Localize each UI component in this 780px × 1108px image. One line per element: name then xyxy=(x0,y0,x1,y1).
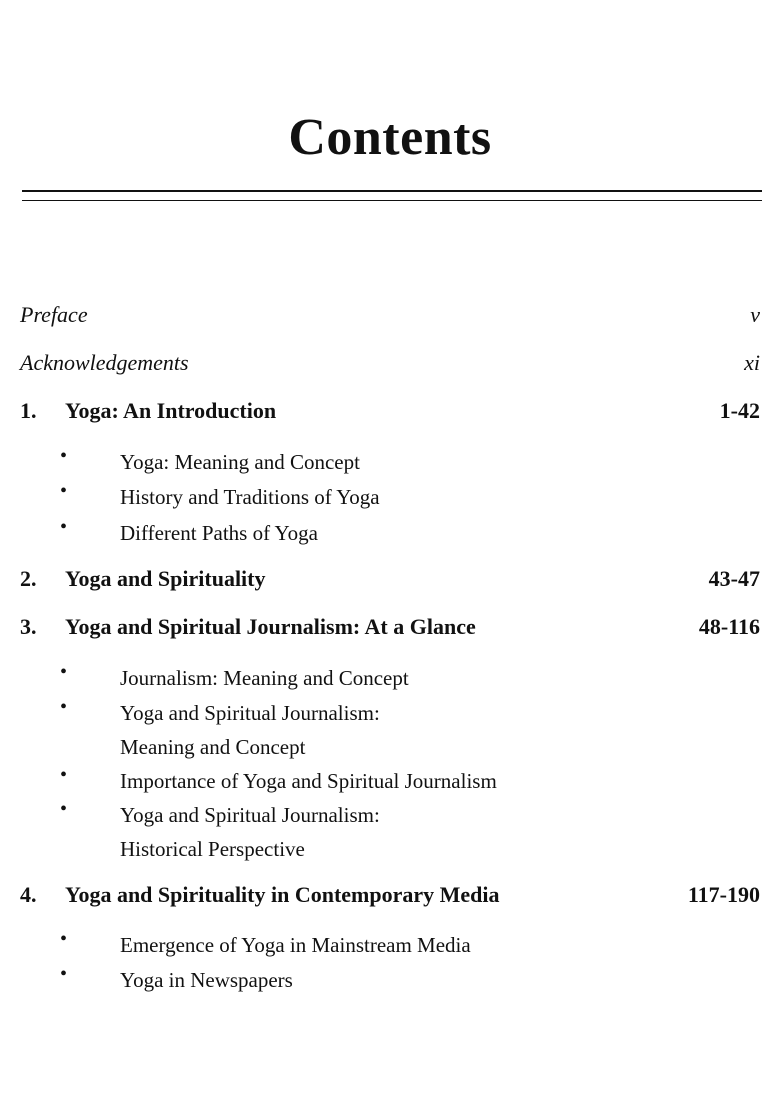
title-rule-top xyxy=(22,190,762,192)
chapter-number: 1. xyxy=(20,398,37,423)
section-title: Different Paths of Yoga xyxy=(120,521,318,545)
entry-pages: v xyxy=(750,302,760,327)
section-title: Yoga in Newspapers xyxy=(120,968,293,992)
toc-chapter-4[interactable] xyxy=(20,882,760,914)
section-title-line1: Yoga and Spiritual Journalism: xyxy=(120,803,380,827)
chapter-number: 3. xyxy=(20,614,37,639)
chapter-pages: 1-42 xyxy=(719,398,760,423)
chapter-pages: 117-190 xyxy=(687,882,760,907)
section-title-line2: Historical Perspective xyxy=(120,837,305,861)
chapter-pages: 43-47 xyxy=(708,566,760,591)
entry-title: Acknowledgements xyxy=(20,350,189,375)
bullet-icon: • xyxy=(60,480,68,502)
chapter-title: Yoga and Spirituality in Contemporary Media xyxy=(65,882,500,907)
entry-title: Preface xyxy=(20,302,88,327)
bullet-icon: • xyxy=(60,445,68,467)
bullet-icon: • xyxy=(60,928,68,950)
toc-chapter-1[interactable] xyxy=(20,398,760,430)
toc-entry-preface[interactable] xyxy=(20,302,760,334)
toc-entry-acknowledgements[interactable] xyxy=(20,350,760,382)
title-rule-bottom xyxy=(22,200,762,201)
bullet-icon: • xyxy=(60,696,68,718)
section-title-line1: Yoga and Spiritual Journalism: xyxy=(120,701,380,725)
entry-pages: xi xyxy=(744,350,760,375)
chapter-number: 4. xyxy=(20,882,37,907)
chapter-title: Yoga and Spirituality xyxy=(65,566,266,591)
bullet-icon: • xyxy=(60,764,68,786)
section-title: Emergence of Yoga in Mainstream Media xyxy=(120,933,471,957)
chapter-title: Yoga and Spiritual Journalism: At a Glance xyxy=(65,614,476,639)
chapter-pages: 48-116 xyxy=(698,614,760,639)
section-title-line2: Meaning and Concept xyxy=(120,735,306,759)
section-title: Yoga: Meaning and Concept xyxy=(120,450,360,474)
section-title: History and Traditions of Yoga xyxy=(120,485,380,509)
section-title: Journalism: Meaning and Concept xyxy=(120,666,409,690)
section-title: Importance of Yoga and Spiritual Journalism xyxy=(120,769,497,793)
chapter-number: 2. xyxy=(20,566,37,591)
bullet-icon: • xyxy=(60,516,68,538)
toc-chapter-2[interactable] xyxy=(20,566,760,598)
toc-chapter-3[interactable] xyxy=(20,614,760,646)
page-title: Contents xyxy=(288,109,492,166)
bullet-icon: • xyxy=(60,963,68,985)
bullet-icon: • xyxy=(60,798,68,820)
chapter-title: Yoga: An Introduction xyxy=(65,398,277,423)
bullet-icon: • xyxy=(60,661,68,683)
